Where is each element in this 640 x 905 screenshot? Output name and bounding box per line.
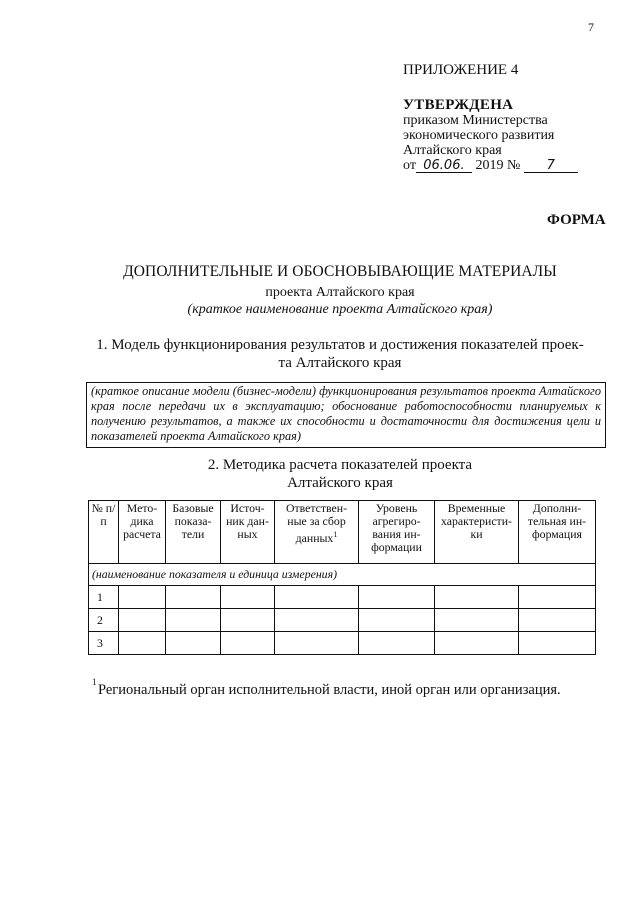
document-title: ДОПОЛНИТЕЛЬНЫЕ И ОБОСНОВЫВАЮЩИЕ МАТЕРИАЛЫ — [123, 263, 557, 280]
footnote-mark: 1 — [92, 677, 97, 687]
header-extra: Дополни-тельная ин-формация — [519, 501, 596, 564]
approval-date-line — [403, 158, 578, 173]
section-1-heading — [60, 336, 620, 372]
handwritten-date: 06.06. — [416, 159, 472, 173]
header-base: Базовые показа-тели — [166, 501, 221, 564]
header-responsible-footnote-mark: 1 — [333, 530, 338, 539]
section-1-line-1: 1. Модель функционирования результатов и достижения показателей проек- — [96, 337, 584, 353]
indicators-table — [88, 500, 596, 655]
approval-line-2: экономического развития — [403, 128, 555, 143]
model-description-box: (краткое описание модели (бизнес-модели) функционирования результатов проекта Алтайского края после передачи их в эксплуатацию; обоснование работоспособности планируемых к получению результатов, а также их способности и достаточности для достижения цели и показателей проекта Алтайского края) — [86, 382, 606, 448]
approval-title: УТВЕРЖДЕНА — [403, 97, 514, 113]
document-subtitle: проекта Алтайского края — [265, 285, 415, 300]
row-number: 1 — [89, 586, 119, 609]
approval-block — [403, 98, 578, 173]
document-subtitle-note: (краткое наименование проекта Алтайского края) — [187, 302, 493, 317]
header-level: Уровень агрегиро-вания ин-формации — [359, 501, 435, 564]
page-number: 7 — [588, 20, 594, 34]
header-responsible-text: Ответствен-ные за сбор данных — [285, 501, 348, 545]
header-num: № п/п — [89, 501, 119, 564]
row-number: 2 — [89, 609, 119, 632]
date-prefix: от — [403, 158, 416, 173]
section-2-line-1: 2. Методика расчета показателей проекта — [207, 457, 473, 473]
section-2-line-2: Алтайского края — [287, 475, 393, 491]
number-prefix: № — [506, 158, 521, 173]
header-method: Мето-дика расчета — [119, 501, 166, 564]
approval-year: 2019 — [475, 158, 504, 173]
header-time: Временные характеристи-ки — [435, 501, 519, 564]
header-responsible — [275, 501, 359, 564]
table-row — [89, 632, 596, 655]
approval-line-3: Алтайского края — [403, 143, 502, 158]
indicator-name-placeholder: (наименование показателя и единица измерения) — [89, 564, 596, 586]
table-row — [89, 609, 596, 632]
section-1-line-2: та Алтайского края — [278, 355, 402, 371]
handwritten-number: 7 — [524, 159, 578, 173]
table-row — [89, 586, 596, 609]
row-number: 3 — [89, 632, 119, 655]
header-source: Источ-ник дан-ных — [221, 501, 275, 564]
approval-line-1: приказом Министерства — [403, 113, 548, 128]
table-merged-row — [89, 564, 596, 586]
table-header-row — [89, 501, 596, 564]
appendix-label: ПРИЛОЖЕНИЕ 4 — [403, 62, 519, 78]
form-label: ФОРМА — [547, 212, 606, 228]
footnote-text: Региональный орган исполнительной власти, иной орган или организация. — [98, 682, 561, 698]
section-2-heading — [60, 456, 620, 492]
